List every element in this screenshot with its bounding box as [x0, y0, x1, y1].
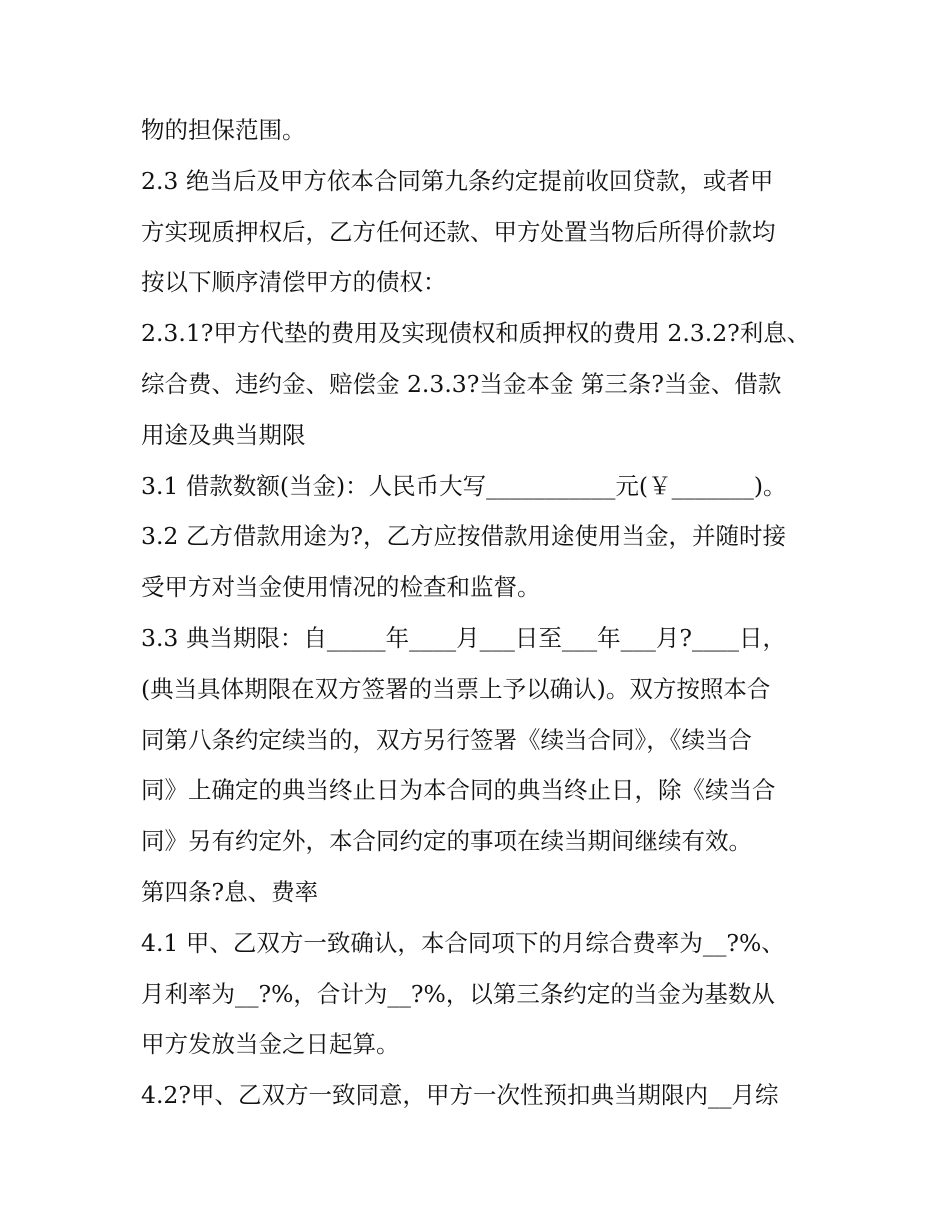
text-line: 第四条?息、费率: [141, 877, 319, 906]
text-line: 受甲方对当金使用情况的检查和监督。: [141, 573, 541, 602]
text-line: 同第八条约定续当的，双方另行签署《续当合同》，《续当合: [141, 725, 752, 754]
text-line: 4.1 甲、乙双方一致确认，本合同项下的月综合费率为__?%、: [141, 928, 785, 957]
text-line: 按以下顺序清偿甲方的债权：: [141, 268, 447, 297]
text-line: 同》上确定的典当终止日为本合同的典当终止日，除《续当合: [141, 776, 776, 805]
text-line: 3.2 乙方借款用途为?，乙方应按借款用途使用当金，并随时接: [141, 522, 786, 551]
text-line: 3.1 借款数额(当金)：人民币大写___________元(￥_______)。: [141, 471, 787, 500]
text-line: 月利率为__?%，合计为__?%，以第三条约定的当金为基数从: [141, 979, 775, 1008]
text-line: 同》另有约定外，本合同约定的事项在续当期间继续有效。: [141, 827, 752, 856]
text-line: 用途及典当期限: [141, 420, 306, 449]
text-line: 方实现质押权后，乙方任何还款、甲方处置当物后所得价款均: [141, 217, 776, 246]
text-line: 物的担保范围。: [141, 116, 306, 144]
text-line: (典当具体期限在双方签署的当票上予以确认)。双方按照本合: [141, 674, 771, 703]
text-line: 2.3 绝当后及甲方依本合同第九条约定提前收回贷款，或者甲: [141, 166, 774, 195]
text-line: 4.2?甲、乙双方一致同意，甲方一次性预扣典当期限内__月综: [141, 1081, 779, 1110]
text-line: 甲方发放当金之日起算。: [141, 1030, 400, 1059]
text-line: 综合费、违约金、赔偿金 2.3.3?当金本金 第三条?当金、借款: [141, 369, 782, 398]
text-line: 2.3.1?甲方代垫的费用及实现债权和质押权的费用 2.3.2?利息、: [141, 319, 811, 348]
document-body: [141, 110, 821, 1126]
text-line: 3.3 典当期限：自_____年____月___日至___年___月?____日，: [141, 623, 786, 652]
